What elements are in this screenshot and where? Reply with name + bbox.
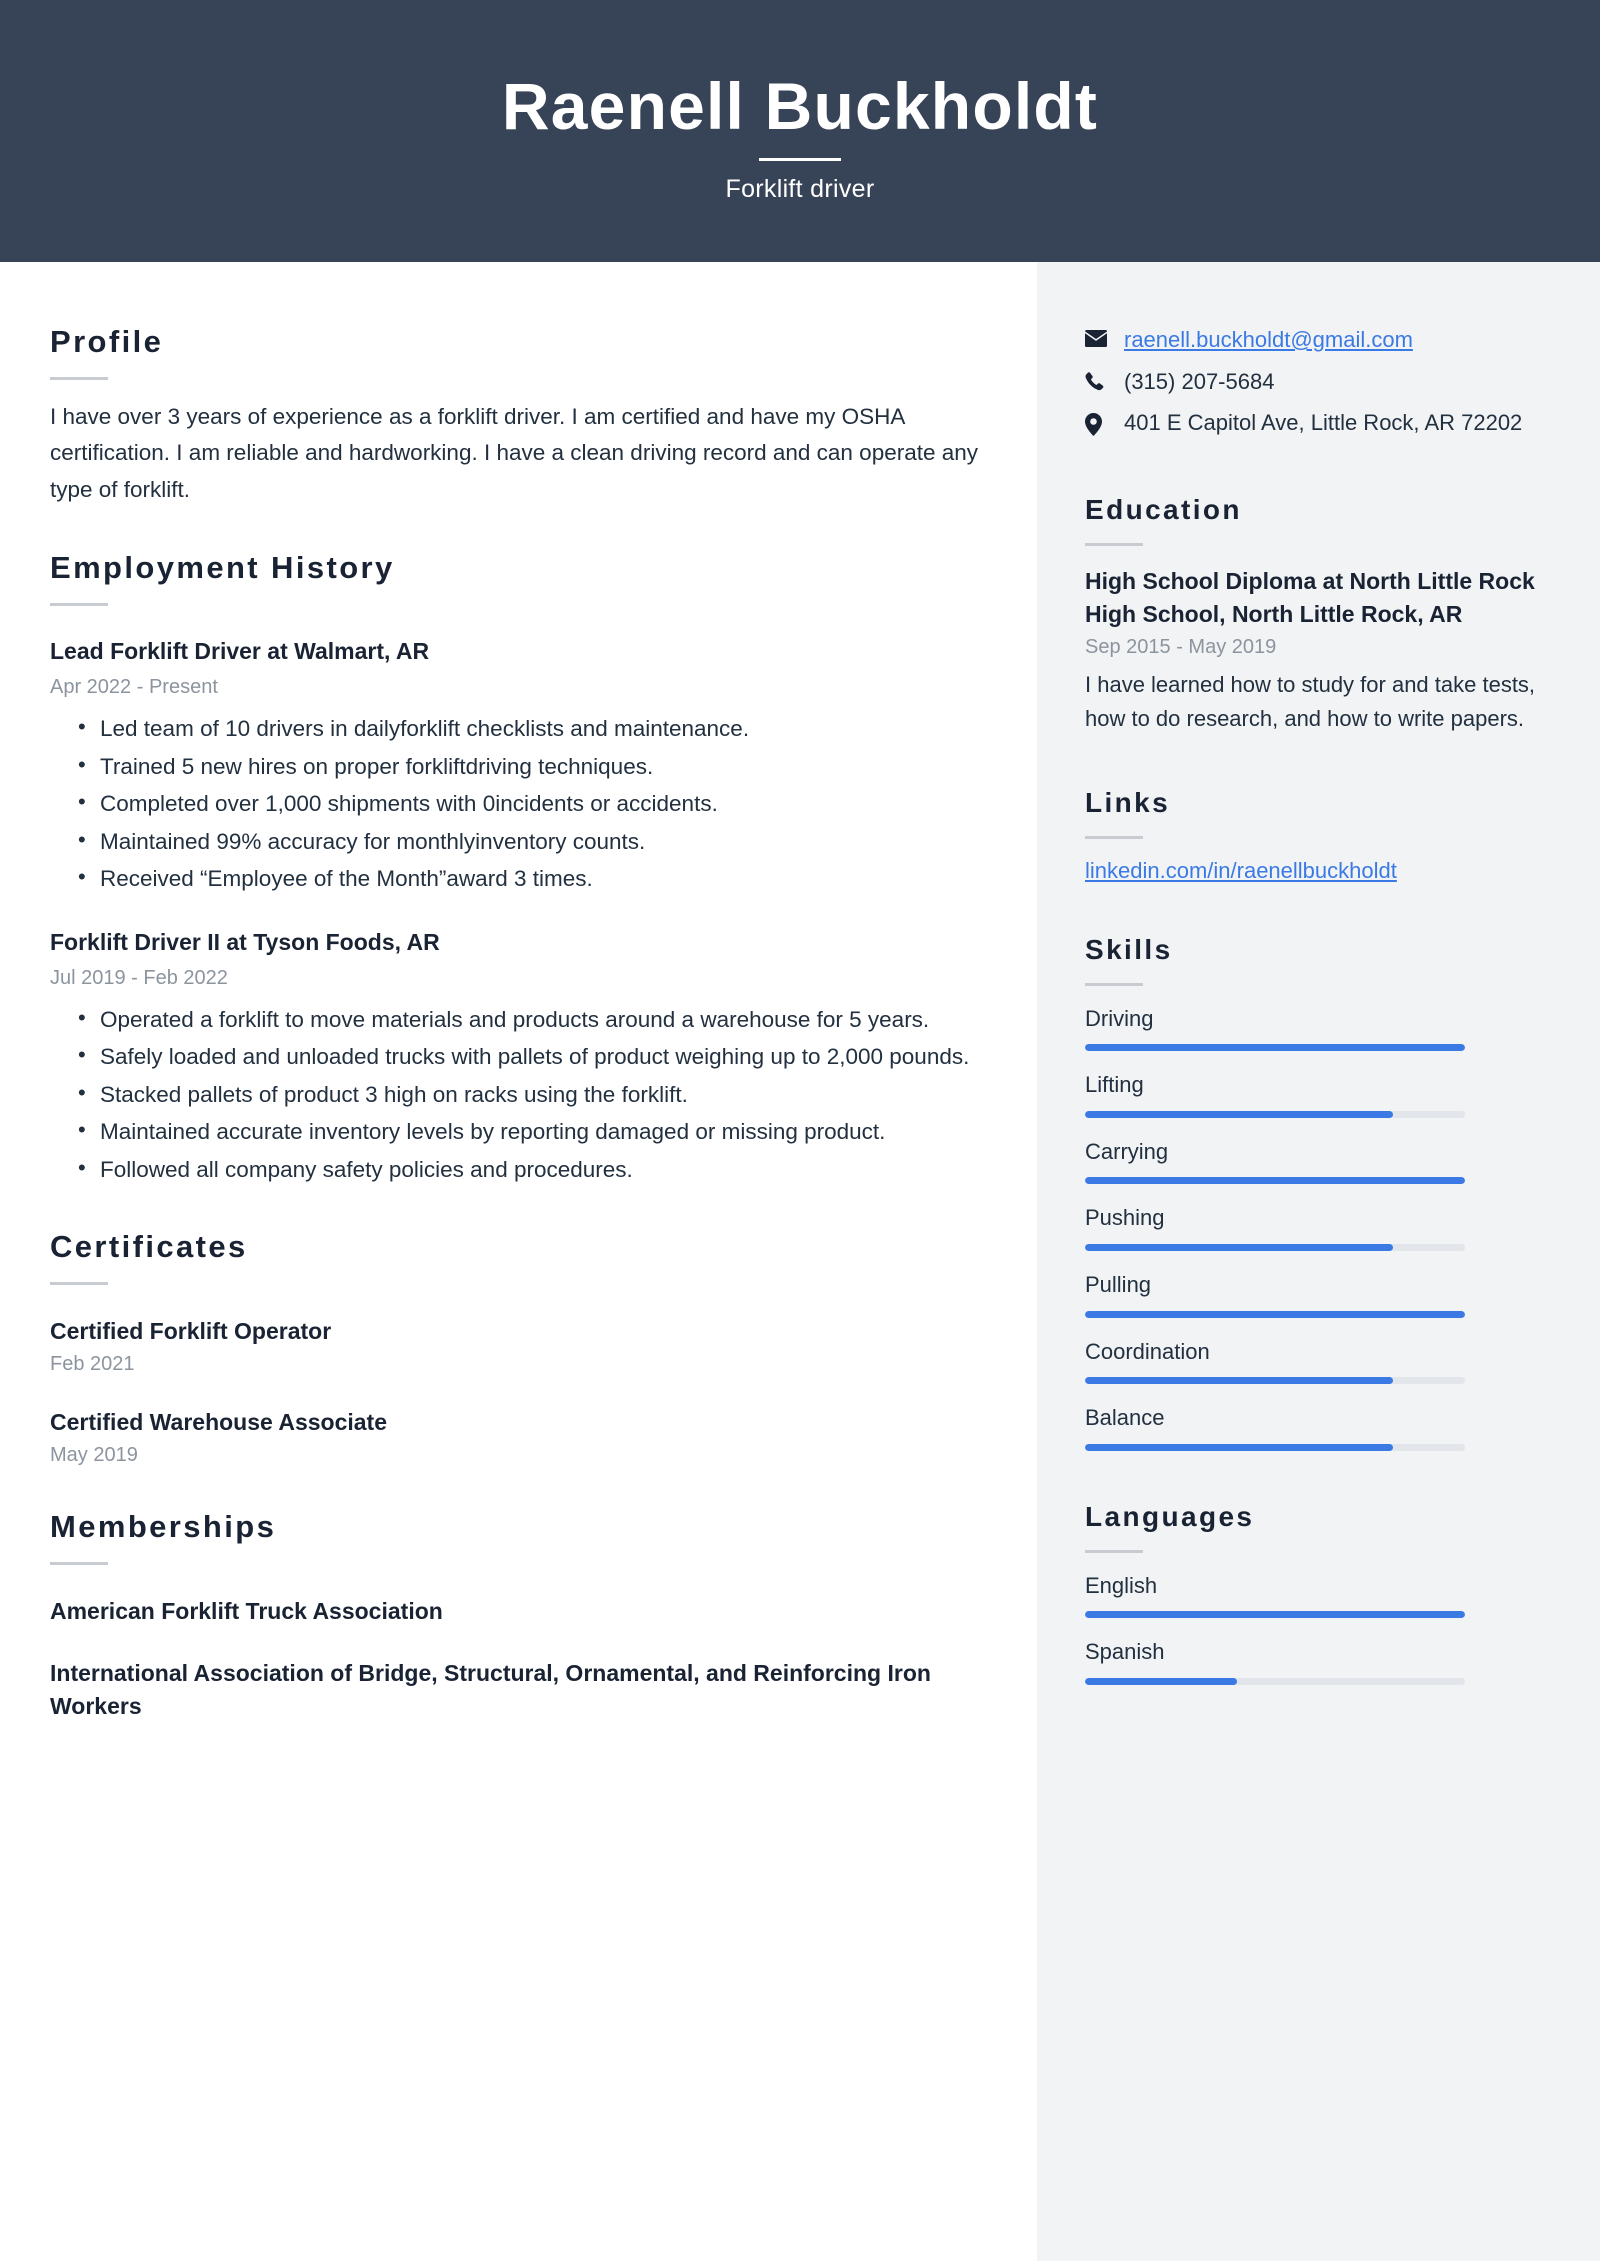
section-memberships [50,1509,985,1723]
education-title: High School Diploma at North Little Rock High School, North Little Rock, AR [1085,567,1535,627]
employment-date: Jul 2019 - Feb 2022 [50,966,228,989]
certificate-date: May 2019 [50,1443,138,1466]
skill-bar-track [1085,1177,1465,1184]
phone-number: (315) 207-5684 [1124,368,1275,394]
language-row [1085,1638,1540,1685]
list-item: • Received “Employee of the Month”award 3 times. [50,861,985,897]
header-divider [759,158,841,161]
main-column [0,262,1037,2261]
language-bar-track [1085,1611,1465,1618]
list-item: • Followed all company safety policies and procedures. [50,1152,985,1188]
section-divider [1085,1550,1143,1553]
employment-entry [50,636,985,896]
section-divider [50,1562,108,1565]
membership-item [50,1657,985,1722]
section-links [1085,787,1540,884]
section-profile [50,324,985,508]
employment-bullets [50,711,985,897]
employment-title: Lead Forklift Driver at Walmart, AR [50,638,430,665]
skill-row [1085,1005,1540,1052]
membership-title: American Forklift Truck Association [50,1597,443,1624]
education-entry [1085,565,1540,737]
skill-bar-fill [1085,1177,1465,1184]
employment-title: Forklift Driver II at Tyson Foods, AR [50,928,440,955]
skill-label: Carrying [1085,1138,1169,1164]
skill-bar-track [1085,1377,1465,1384]
linkedin-link[interactable]: linkedin.com/in/raenellbuckholdt [1085,857,1397,883]
skill-bar-track [1085,1111,1465,1118]
education-description: I have learned how to study for and take tests, how to do research, and how to write papers. [1085,672,1536,732]
section-divider [50,603,108,606]
location-pin-icon [1085,407,1115,436]
language-bar-track [1085,1678,1465,1685]
section-heading-profile: Profile [50,324,164,359]
skill-bar-fill [1085,1444,1393,1451]
certificate-item [50,1315,985,1376]
language-label: Spanish [1085,1639,1165,1665]
section-languages [1085,1501,1540,1685]
skill-bar-track [1085,1444,1465,1451]
section-education [1085,494,1540,737]
section-employment-history [50,550,985,1187]
list-item: • Maintained accurate inventory levels by reporting damaged or missing product. [50,1114,985,1150]
employment-bullets [50,1002,985,1188]
skill-row [1085,1338,1540,1385]
skill-row [1085,1138,1540,1185]
skill-row [1085,1204,1540,1251]
section-divider [50,377,108,380]
membership-item [50,1595,985,1628]
email-link[interactable]: raenell.buckholdt@gmail.com [1124,327,1413,352]
skill-bar-fill [1085,1044,1465,1051]
section-divider [1085,836,1143,839]
list-item: • Safely loaded and unloaded trucks with pallets of product weighing up to 2,000 pounds. [50,1039,985,1075]
certificate-item [50,1406,985,1467]
certificate-title: Certified Forklift Operator [50,1318,332,1345]
education-date: Sep 2015 - May 2019 [1085,636,1277,659]
section-heading-certificates: Certificates [50,1229,248,1265]
skill-bar-fill [1085,1244,1393,1251]
language-label: English [1085,1572,1158,1598]
skill-label: Balance [1085,1405,1165,1431]
section-certificates [50,1229,985,1466]
phone-icon [1085,366,1115,393]
language-row [1085,1572,1540,1619]
skill-bar-fill [1085,1311,1465,1318]
job-title-subtitle: Forklift driver [725,175,875,204]
section-divider [1085,983,1143,986]
membership-title: International Association of Bridge, Structural, Ornamental, and Reinforcing Iron Workers [50,1660,931,1719]
section-skills [1085,934,1540,1451]
section-heading-education: Education [1085,493,1242,525]
section-heading-employment: Employment History [50,550,395,586]
contact-row-email [1085,324,1540,357]
skill-label: Pushing [1085,1205,1165,1231]
list-item: • Operated a forklift to move materials and products around a warehouse for 5 years. [50,1002,985,1038]
skill-bar-track [1085,1044,1465,1051]
section-divider [50,1282,108,1285]
resume-body [0,262,1600,2261]
section-heading-memberships: Memberships [50,1508,277,1544]
list-item: • Completed over 1,000 shipments with 0incidents or accidents. [50,786,985,822]
skill-label: Lifting [1085,1072,1144,1098]
skill-label: Coordination [1085,1338,1210,1364]
list-item: • Led team of 10 drivers in dailyforklift checklists and maintenance. [50,711,985,747]
certificate-title: Certified Warehouse Associate [50,1408,388,1435]
contact-row-address [1085,407,1540,440]
list-item: • Stacked pallets of product 3 high on racks using the forklift. [50,1077,985,1113]
skill-label: Pulling [1085,1271,1152,1297]
section-divider [1085,543,1143,546]
contact-row-phone [1085,366,1540,399]
list-item: • Trained 5 new hires on proper forkliftdriving techniques. [50,749,985,785]
section-heading-languages: Languages [1085,1500,1255,1532]
skill-bar-track [1085,1311,1465,1318]
language-bar-fill [1085,1611,1465,1618]
envelope-icon [1085,324,1115,347]
resume-header [0,0,1600,262]
sidebar-column [1037,262,1600,2261]
skill-bar-fill [1085,1111,1393,1118]
skill-row [1085,1404,1540,1451]
contact-info [1085,324,1540,440]
skill-row [1085,1271,1540,1318]
employment-date: Apr 2022 - Present [50,676,218,699]
skill-bar-track [1085,1244,1465,1251]
section-heading-links: Links [1085,786,1171,818]
employment-entry [50,927,985,1187]
address-text: 401 E Capitol Ave, Little Rock, AR 72202 [1124,410,1523,436]
language-bar-fill [1085,1678,1237,1685]
list-item: • Maintained 99% accuracy for monthlyinventory counts. [50,824,985,860]
section-heading-skills: Skills [1085,933,1173,965]
page-title: Raenell Buckholdt [501,68,1099,143]
certificate-date: Feb 2021 [50,1352,135,1375]
skill-row [1085,1071,1540,1118]
skill-bar-fill [1085,1377,1393,1384]
profile-text: I have over 3 years of experience as a forklift driver. I am certified and have my OSHA certification. I am reliable and hardworking. I have a clean driving record and can operate any type of forklift. [50,404,979,502]
skill-label: Driving [1085,1005,1154,1031]
